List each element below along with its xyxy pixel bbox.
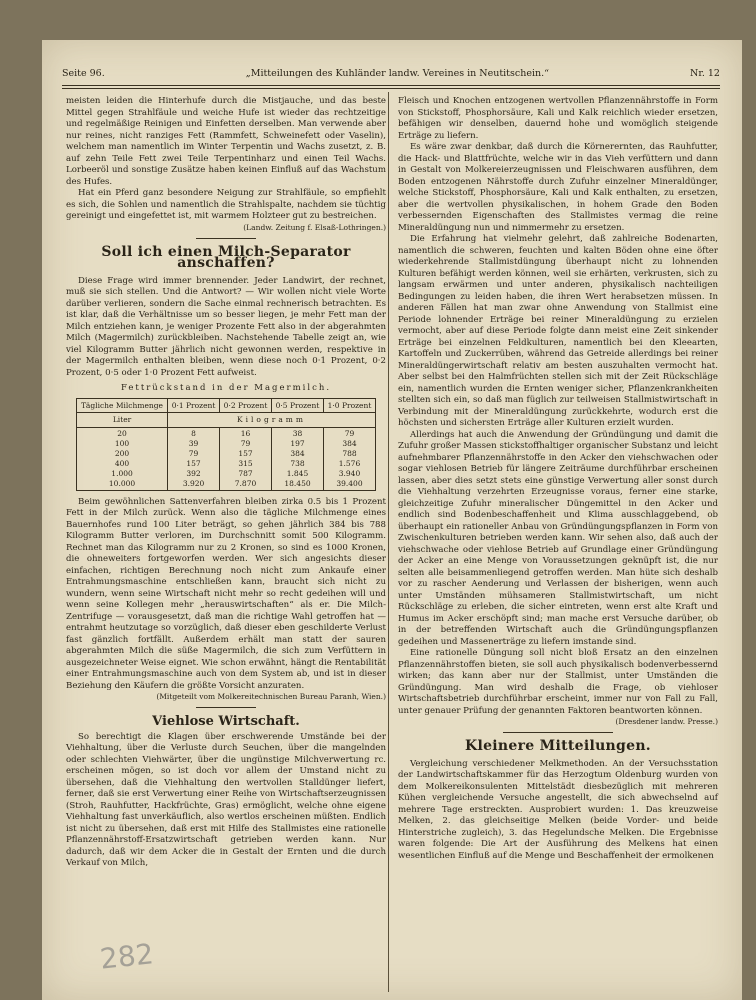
table-header-col: 0·5 Prozent [272,398,324,413]
separator-calculation: Beim gewöhnlichen Sattenverfahren bleiben zirka 0.5 bis 1 Prozent Fett in der Milch zurück. Wenn also die tägliche Milchmenge eines Bauernhofes rund 100 Liter beträgt, so gehen jährlich 384 bis 788 Kilogramm Butter verloren, im Durchschnitt somit 500 Kilogramm. Rechnet man das Kilogramm nur zu 2 Kronen, so sind es 1000 Kronen, die ohneweiters fortgeworfen werden. Wer sich angesichts dieser einfachen, richtigen Berechnung noch nicht zum Ankaufe einer Entrahmungsmaschine entschließen kann, braucht sich nicht zu wundern, wenn seine Wirtschaft nicht mehr so recht gedeihen will und wenn seine Kollegen mehr „herauswirtschaften“ als er. Die Milch-Zentrifuge — vorausgesetzt, daß man die richtige Wahl getroffen hat — entrahmt heutzutage so vorzüglich, daß dieser eben geschilderte Verlust fast gänzlich fortfällt. Außerdem erhält man statt der sauren abgerahmten Milch die süße Magermilch, die sich zum Verfüttern in ausgezeichneter Weise eignet. Wie schon erwähnt, hängt die Rentabilität einer Entrahmungsmaschine auch von dem System ab, und ist in dieser Beziehung den Käufern die größte Vorsicht anzuraten. [66,496,386,691]
table-header-col: 0·2 Prozent [220,398,272,413]
viehlos-continued: Fleisch und Knochen entzogenen wertvollen Pflanzennährstoffe in Form von Stickstoff, Phosphorsäure, Kali und Kalk reichlich wieder ersetzen, befähigen wir denselben, dauernd hohe und womöglich steigende Erträge zu liefern. [398,96,718,141]
table-header-col: 1·0 Prozent [323,398,375,413]
melk-methods-text: Vergleichung verschiedener Melkmethoden. An der Versuchsstation der Landwirtschaftskammer für das Herzogtum Oldenburg wurden von dem Molkereikonsulenten Mittelstädt diesbezüglich mit mehreren Kühen vergleichende Versuche angestellt, die sich abwechselnd auf mehrere Tage erstreckten. Ausprobiert wurden: 1. Das kreuzweise Melken, 2. das gleichseitige Melken (beide Vorder- und beide Hinterstriche zugleich), 3. das Hegelundsche Melken. Die Ergebnisse waren folgende: Die Art der Ausführung des Melkens hat einen wesentlichen Einfluß auf die Menge und Beschaffenheit der ermolkenen [398,758,718,861]
pencil-annotation: 282 [98,937,156,976]
right-column [398,96,718,862]
table-header-col: 0·1 Prozent [168,398,220,413]
table-unit-kg: Kilogramm [168,413,376,428]
viehlos-paragraph: Es wäre zwar denkbar, daß durch die Körnerernten, das Rauhfutter, die Hack- und Blattfrüchte, welche wir in das Vieh verfüttern und dann in Gestalt von Molkereierzeugnissen und Fleischwaren ausführen, dem Boden entzogenen Nährstoffe durch Zufuhr einzelner Mineraldünger, welche Stickstoff, Phosphorsäure, Kali und Kalk enthalten, zu ersetzen, aber die wertvollen physikalischen, in hohem Grade den Boden verbessernden Eigenschaften des Stallmistes vermag die reine Mineraldüngung nun und nimmermehr zu ersetzen. [398,142,718,233]
left-column [66,96,386,870]
divider [196,238,256,239]
header-rule [62,85,720,86]
divider [196,707,256,708]
page-number: Seite 96. [62,68,105,79]
publication-title: „Mitteilungen des Kuhländer landw. Vereines in Neutitschein.“ [245,68,549,79]
source-note: (Mitgeteilt vom Molkereitechnischen Bureau Paranh, Wien.) [156,692,386,701]
table-cell: 8 39 79 157 392 3.920 [168,427,220,490]
issue-number: Nr. 12 [690,68,720,79]
source-note: (Dresdener landw. Presse.) [615,717,718,726]
hoof-text-tar: Hat ein Pferd ganz besondere Neigung zur Strahlfäule, so empfiehlt es sich, die Sohlen und namentlich die Strahlspalte, nachdem sie tüchtig gereinigt und eingefettet ist, mit warmem Holzteer gut zu bestreichen. [66,188,386,221]
table-header-milk: Tägliche Milchmenge [77,398,168,413]
table-cell: 79 384 788 1.576 3.940 39.400 [323,427,375,490]
divider [503,732,613,733]
table-cell: 16 79 157 315 787 7.870 [220,427,272,490]
section-heading-kleinere: Kleinere Mitteilungen. [465,738,651,754]
viehlos-text: So berechtigt die Klagen über erschwerende Umstände bei der Viehhaltung, über die Verluste durch Seuchen, über die mangelnden oder schlechten Viehwärter, über die ungünstige Milchverwertung rc. erscheinen mögen, so ist doch vor allem der Umstand nicht zu übersehen, daß die Viehhaltung den wertvollen Stalldünger liefert, ferner, daß sie erst Verwertung einer Reihe von Wirtschaftserzeugnissen (Stroh, Rauhfutter, Hackfrüchte, Gras) ermöglicht, welche ohne eigene Viehhaltung fast unverkäuflich, also wertlos erscheinen müßten. Endlich ist nicht zu übersehen, daß erst mit Hilfe des Stallmistes eine rationelle Pflanzennährstoff-Ersatzwirtschaft getrieben werden kann. Nur dadurch, daß wir dem Acker die in Gestalt der Ernten und die durch Verkauf von Milch, [66,731,386,868]
table-cell: 38 197 384 738 1.845 18.450 [272,427,324,490]
fat-residue-table [76,398,376,491]
column-divider [388,92,389,992]
article-heading-viehlos: Viehlose Wirtschaft. [152,714,300,729]
article-heading-separator: Soll ich einen Milch-Separator anschaffen? [101,243,351,271]
viehlos-paragraph: Allerdings hat auch die Anwendung der Gründüngung und damit die Zufuhr großer Massen stickstoffhaltiger organischer Substanz und leicht aufnehmbarer Pflanzennährstoffe in den Acker den viehschwachen oder sogar viehlosen Betrieb für längere Zeiträume durchführbar erscheinen lassen, aber dies setzt stets eine günstige Verwertung aller sonst durch die Viehhaltung verzehrten Erzeugnisse voraus, ferner eine starke, gleichzeitige Zufuhr mineralischer Düngemittel in den Acker und endlich sind Bodenbeschaffenheit und Klima ausschlaggebend, ob überhaupt ein rationeller Anbau von Gründüngungspflanzen in Form von Zwischenkulturen betrieben werden kann. Wir sehen also, daß auch der viehschwache oder viehlose Betrieb auf Grundlage einer Gründüngung der Acker an eine Menge von Voraussetzungen geknüpft ist, die nur selten alle beisammenliegend getroffen werden. Man hüte sich deshalb vor zu rascher Aenderung und Verlassen der bisherigen, wenn auch unter Umständen mühsameren Stallmistwirtschaft, um nicht Rückschläge zu erleben, die sicher eintreten, wenn erst alte Kraft und Humus im Acker erschöpft sind; man mache erst Versuche darüber, ob in der betreffenden Wirtschaft auch die Gründüngungspflanzen gedeihen und Massenerträge zu liefern imstande sind. [398,429,718,647]
table-cell: 20 100 200 400 1.000 10.000 [77,427,168,490]
table-caption: Fettrückstand in der Magermilch. [120,383,332,393]
source-note: (Landw. Zeitung f. Elsaß-Lothringen.) [243,222,386,232]
separator-intro: Diese Frage wird immer brennender. Jeder Landwirt, der rechnet, muß sie sich stellen. Und die Antwort? — Wir wollen nicht viele Worte darüber verlieren, sondern die Sache einmal rechnerisch betrachten. Es ist klar, daß die Verhältnisse um so besser liegen, je mehr Fett man der Milch entziehen kann, je weniger Prozente Fett also in der abgerahmten Milch (Magermilch) zurückbleiben. Nachstehende Tabelle zeigt an, wie viel Kilogramm Butter jährlich nicht gewonnen werden, respektive in der Magermilch enthalten bleiben, wenn diese noch 0·1 Prozent, 0·2 Prozent, 0·5 oder 1·0 Prozent Fett aufweist. [66,275,386,378]
header-rule-thin [62,88,720,89]
viehlos-paragraph: Die Erfahrung hat vielmehr gelehrt, daß zahlreiche Bodenarten, namentlich die schweren, feuchten und kalten Böden ohne eine öfter wiederkehrende Stallmistdüngung überhaupt nicht zu lohnenden Kulturen befähigt werden können, weil sie erhärten, verkrusten, sich zu langsam erwärmen und unter anderen, physikalisch nachteiligen Bedingungen zu leiden haben, die ihren Wert herabsetzen müssen. In anderen Fällen hat man zwar ohne Anwendung von Stallmist eine Periode lohnender Erträge bei reiner Mineraldüngung zu erzielen vermocht, aber auf diese Periode folgte dann meist eine Zeit sinkender Erträge bei einzelnen Feldkulturen, namentlich bei den Kleearten, Kartoffeln und Zuckerrüben, während das Getreide allerdings bei reiner Mineraldüngerwirtschaft relativ am besten auszuhalten vermocht hat. Aber selbst bei den Halmfrüchten stellen sich mit der Zeit Rückschläge ein, namentlich wurden die Ernten weniger sicher, Pflanzenkrankheiten stellten sich ein, so daß man füglich zur teilweisen Stallmistwirtschaft in Verbindung mit der Mineraldüngung zurückkehrte, wodurch erst die höchsten und sichersten Erträge aller Kulturen erzielt wurden. [398,234,718,428]
table-unit-liter: Liter [77,413,168,428]
viehlos-paragraph: Eine rationelle Düngung soll nicht bloß Ersatz an den einzelnen Pflanzennährstoffen bieten, sie soll auch physikalisch bodenverbessernd wirken; das kann aber nur der Stallmist, unter Umständen die Gründüngung. Man wird deshalb die Frage, ob viehloser Wirtschaftsbetrieb durchführbar erscheint, immer nur von Fall zu Fall, unter genauer Prüfung der genannten Faktoren beantworten können. [398,648,718,716]
newspaper-page [42,40,742,1000]
page-header [62,68,720,82]
hoof-text-continued: meisten leiden die Hinterhufe durch die Mistjauche, und das beste Mittel gegen Strahlfäule und weiche Hufe ist wieder das rechtzeitige und regelmäßige Reinigen und Einfetten derselben. Man verwende aber nur reines, nicht ranziges Fett (Rammfett, Schweinefett oder Vaselin), welchem man namentlich im Winter Terpentin und Wachs zusetzt, z. B. auf zehn Teile Fett zwei Teile Terpentinharz und einen Teil Wachs. Lorbeeröl und sonstige Zusätze haben keinen Einfluß auf das Wachstum des Hufes. [66,96,386,187]
